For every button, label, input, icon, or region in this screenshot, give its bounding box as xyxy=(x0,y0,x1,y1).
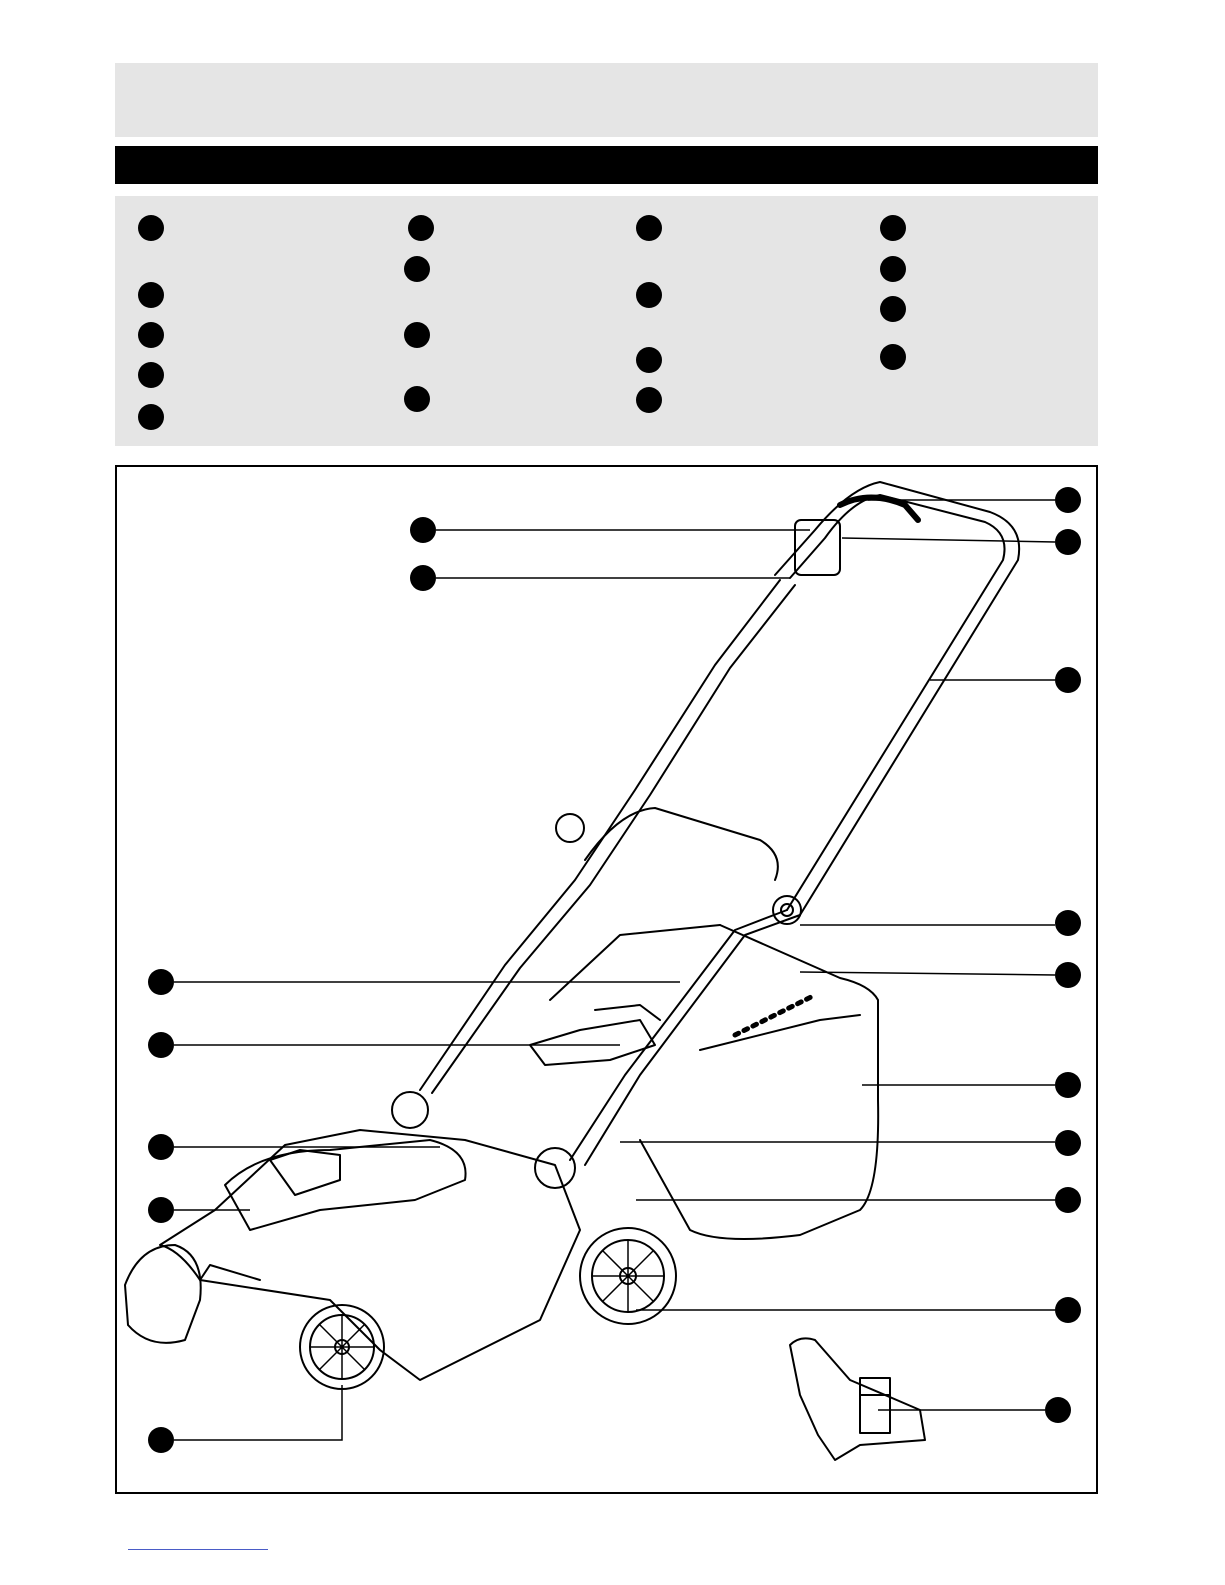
leader-lines xyxy=(174,500,1055,1440)
callout-marker xyxy=(410,517,436,543)
mulching-plug xyxy=(790,1338,925,1460)
bail-bar xyxy=(585,808,778,880)
left-handle-bar xyxy=(420,580,780,1090)
callout-marker xyxy=(148,969,174,995)
callout-marker xyxy=(1055,962,1081,988)
lawnmower-illustration xyxy=(125,482,1019,1460)
leader-line xyxy=(174,1385,342,1440)
callout-marker xyxy=(1055,1072,1081,1098)
leader-line xyxy=(842,538,1055,542)
upper-handle xyxy=(775,482,1019,915)
callout-marker xyxy=(410,565,436,591)
right-handle-bar xyxy=(585,915,800,1165)
callout-marker xyxy=(148,1134,174,1160)
callout-marker xyxy=(1055,1297,1081,1323)
mower-deck xyxy=(160,1130,580,1380)
callout-marker xyxy=(1055,1187,1081,1213)
callout-marker xyxy=(148,1197,174,1223)
callout-marker xyxy=(1055,667,1081,693)
leader-line xyxy=(800,972,1055,975)
callout-marker xyxy=(148,1032,174,1058)
callout-marker xyxy=(1055,910,1081,936)
footer-link[interactable] xyxy=(128,1549,268,1550)
callout-marker xyxy=(1045,1397,1071,1423)
callout-marker xyxy=(1055,1130,1081,1156)
callout-marker xyxy=(1055,487,1081,513)
callout-marker xyxy=(148,1427,174,1453)
callout-marker xyxy=(1055,529,1081,555)
